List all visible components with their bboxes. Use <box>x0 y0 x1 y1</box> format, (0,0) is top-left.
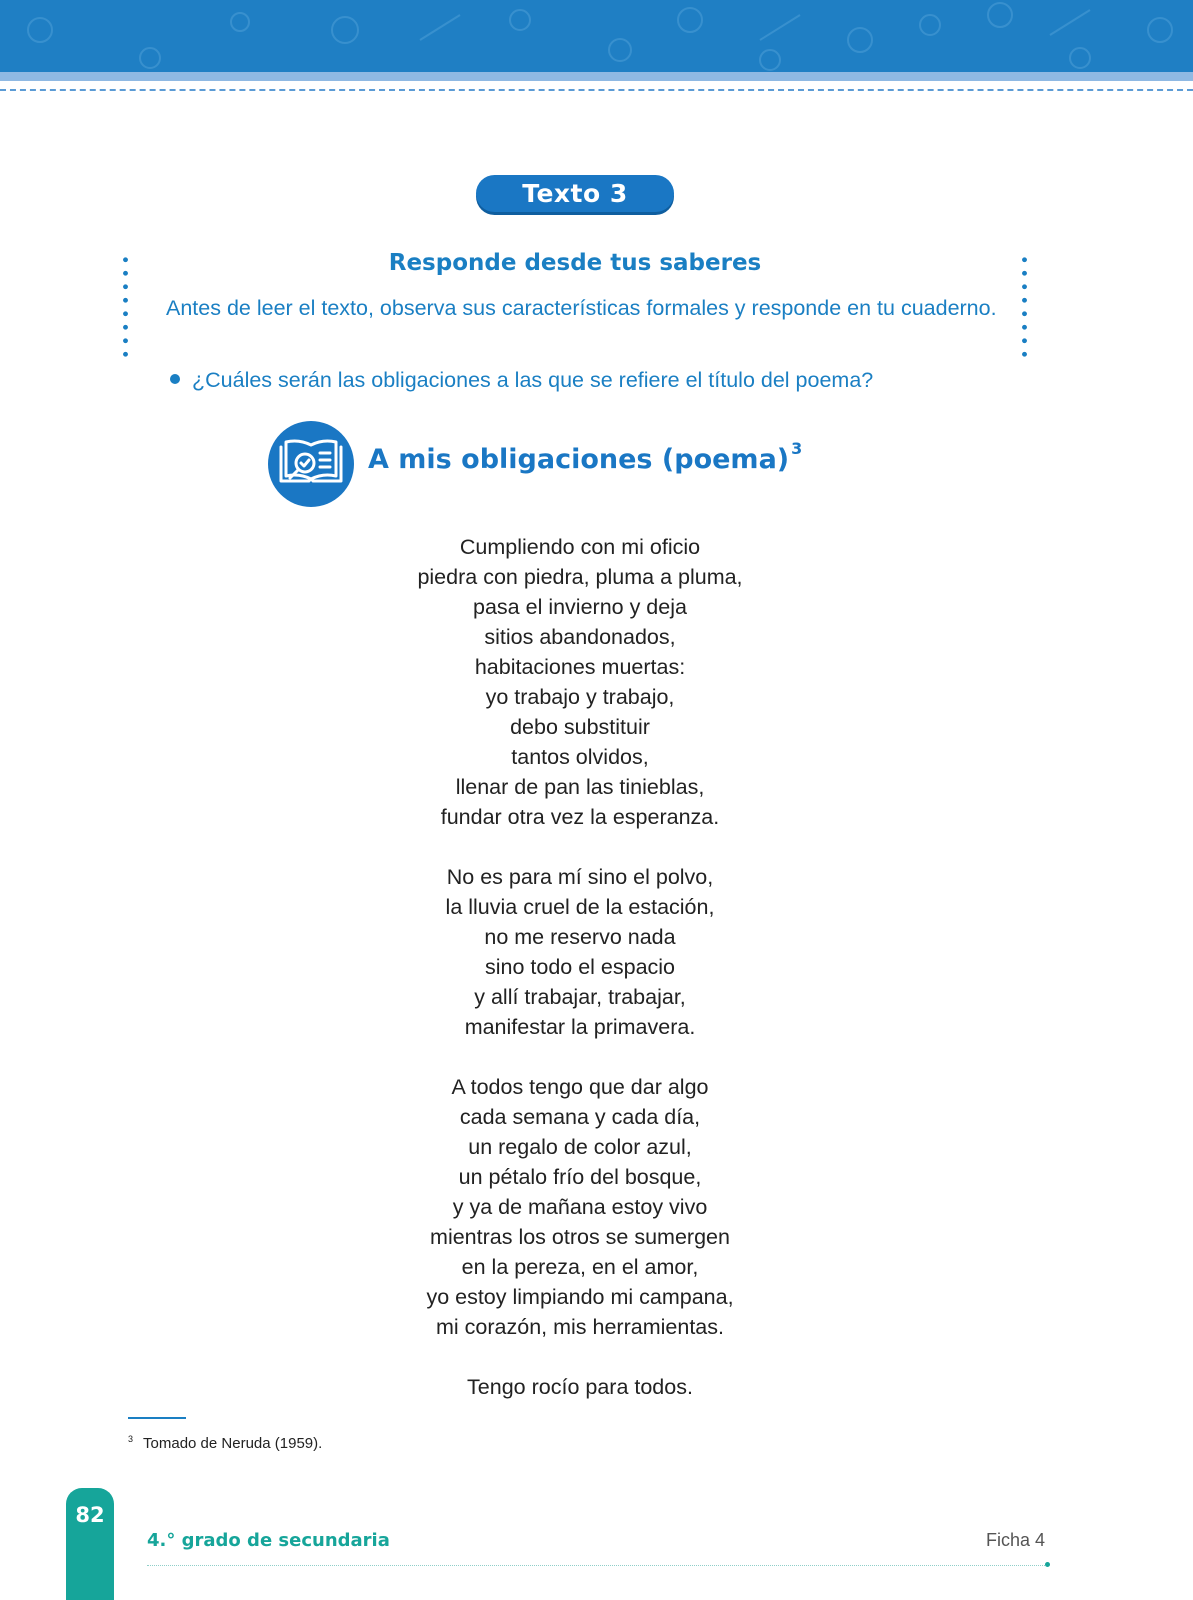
poem-line: mientras los otros se sumergen <box>430 1225 730 1249</box>
header-stripe <box>0 72 1193 81</box>
poem-title <box>368 439 802 475</box>
header-pattern <box>0 0 1193 72</box>
footer-divider <box>147 1565 1045 1566</box>
smiley-icon <box>28 18 52 42</box>
gear-icon <box>1148 18 1172 42</box>
poem-line: llenar de pan las tinieblas, <box>455 775 705 799</box>
poem-line: Cumpliendo con mi oficio <box>459 535 701 559</box>
poem-line: sitios abandonados, <box>484 625 676 649</box>
poem-line: un pétalo frío del bosque, <box>458 1165 702 1189</box>
bullet-icon <box>170 374 180 384</box>
stanza-gap <box>280 1342 880 1372</box>
footnote-ref: 3 <box>791 439 803 458</box>
lightbulb-icon <box>848 28 872 52</box>
gear-icon <box>332 17 358 43</box>
page-number: 82 <box>75 1503 105 1527</box>
smiley-icon <box>1070 48 1090 68</box>
poem-body <box>280 532 880 1402</box>
pencil-icon <box>760 15 800 40</box>
poem-line: Tengo rocío para todos. <box>467 1375 693 1399</box>
poem-line: pasa el invierno y deja <box>473 595 687 619</box>
poem-line: habitaciones muertas: <box>474 655 686 679</box>
page-number-tab <box>66 1488 114 1600</box>
header-dashed-divider <box>0 89 1193 91</box>
gear-icon <box>231 13 249 31</box>
footnote <box>128 1434 322 1452</box>
book-search-icon <box>265 421 357 507</box>
lightbulb-icon <box>510 10 530 30</box>
saberes-question-text: ¿Cuáles serán las obligaciones a las que se refiere el título del poema? <box>192 368 874 392</box>
saberes-instructions: Antes de leer el texto, observa sus características formales y responde en tu cuaderno. <box>166 296 997 320</box>
dotted-border-right <box>1022 253 1027 363</box>
poem-line: yo trabajo y trabajo, <box>485 685 675 709</box>
texto-badge: Texto 3 <box>476 175 674 212</box>
gear-icon <box>988 3 1012 27</box>
ficha-label: Ficha 4 <box>985 1530 1045 1550</box>
pencil-icon <box>420 15 460 40</box>
footnote-mark: 3 <box>128 1434 134 1444</box>
poem-title-text: A mis obligaciones (poema) <box>368 444 790 475</box>
person-icon <box>920 15 940 35</box>
poem-line: un regalo de color azul, <box>468 1135 692 1159</box>
footnote-text: Tomado de Neruda (1959). <box>143 1435 323 1452</box>
gear-icon <box>678 8 702 32</box>
poem-line: piedra con piedra, pluma a pluma, <box>417 565 743 589</box>
smiley-icon <box>140 48 160 68</box>
poem-line: cada semana y cada día, <box>459 1105 701 1129</box>
saberes-question <box>166 366 1001 394</box>
pencil-icon <box>1050 10 1090 35</box>
grade-label: 4.° grado de secundaria <box>147 1530 390 1551</box>
footer-dot <box>1045 1562 1050 1567</box>
poem-line: la lluvia cruel de la estación, <box>445 895 715 919</box>
poem-line: y ya de mañana estoy vivo <box>452 1195 708 1219</box>
dotted-border-left <box>123 253 128 363</box>
stanza-gap <box>280 832 880 862</box>
poem-line: yo estoy limpiando mi campana, <box>426 1285 734 1309</box>
poem-line: fundar otra vez la esperanza. <box>440 805 720 829</box>
poem-line: debo substituir <box>510 715 650 739</box>
poem-line: No es para mí sino el polvo, <box>446 865 714 889</box>
smiley-icon <box>760 50 780 70</box>
header-band <box>0 0 1193 72</box>
poem-line: mi corazón, mis herramientas. <box>436 1315 724 1339</box>
poem-line: en la pereza, en el amor, <box>461 1255 699 1279</box>
poem-line: tantos olvidos, <box>511 745 649 769</box>
poem-line: y allí trabajar, trabajar, <box>474 985 686 1009</box>
person-icon <box>609 39 631 61</box>
poem-line: no me reservo nada <box>484 925 676 949</box>
footnote-divider <box>128 1417 186 1419</box>
poem-line: manifestar la primavera. <box>464 1015 696 1039</box>
poem-line: A todos tengo que dar algo <box>451 1075 709 1099</box>
poem-line: sino todo el espacio <box>484 955 676 979</box>
saberes-title: Responde desde tus saberes <box>388 250 762 276</box>
stanza-gap <box>280 1042 880 1072</box>
